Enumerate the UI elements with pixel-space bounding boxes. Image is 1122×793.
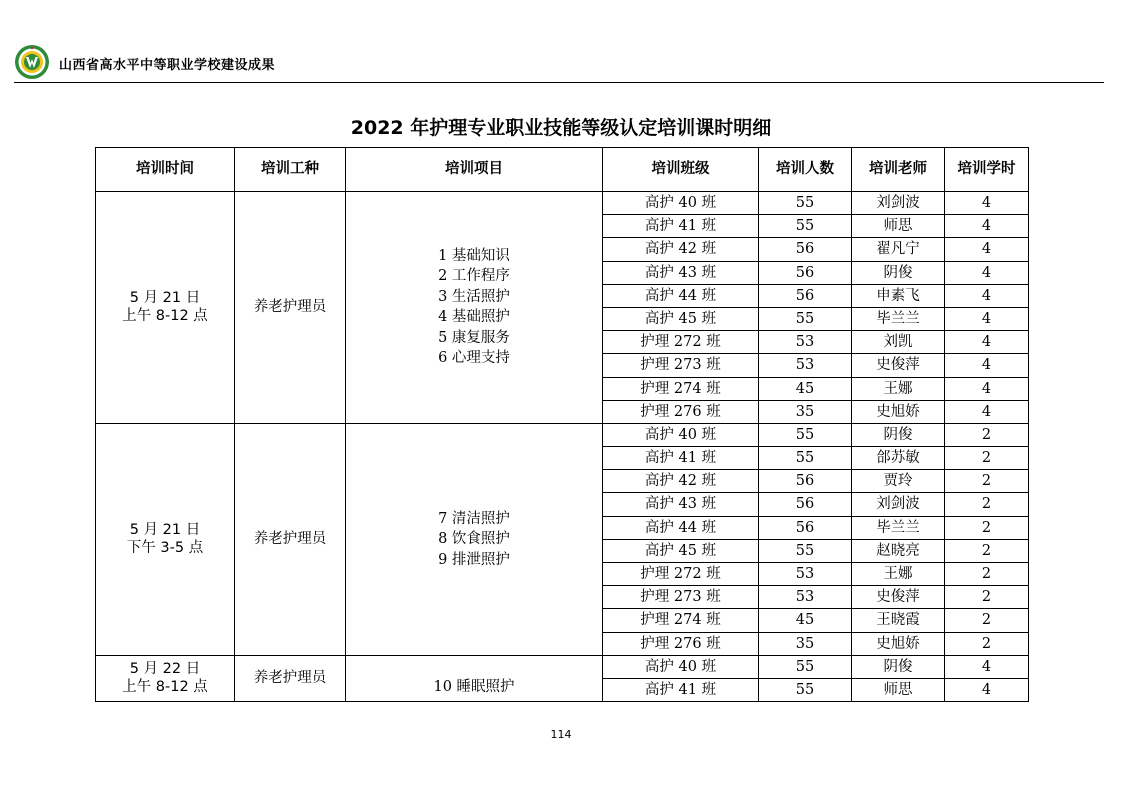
count-cell: 53 — [759, 586, 852, 609]
hours-cell: 2 — [945, 539, 1029, 562]
table-header-row — [96, 148, 1029, 192]
hours-cell: 2 — [945, 423, 1029, 446]
hours-cell: 2 — [945, 632, 1029, 655]
teacher-cell: 申素飞 — [852, 284, 945, 307]
training-job-cell: 养老护理员 — [235, 655, 346, 701]
column-header: 培训老师 — [852, 148, 945, 192]
training-item: 1 基础知识 — [438, 247, 510, 264]
training-item: 8 饮食照护 — [438, 531, 510, 548]
count-cell: 55 — [759, 539, 852, 562]
class-cell: 高护 41 班 — [603, 447, 759, 470]
training-item: 10 睡眠照护 — [433, 678, 515, 695]
class-cell: 护理 274 班 — [603, 377, 759, 400]
page-number: 114 — [550, 728, 572, 741]
hours-cell: 2 — [945, 516, 1029, 539]
class-cell: 高护 40 班 — [603, 192, 759, 215]
count-cell: 55 — [759, 447, 852, 470]
teacher-cell: 史俊萍 — [852, 586, 945, 609]
training-item: 6 心理支持 — [438, 350, 510, 367]
class-cell: 护理 274 班 — [603, 609, 759, 632]
count-cell: 56 — [759, 284, 852, 307]
header-divider — [14, 82, 1104, 83]
teacher-cell: 毕兰兰 — [852, 307, 945, 330]
count-cell: 56 — [759, 470, 852, 493]
training-items-cell — [346, 655, 603, 701]
hours-cell: 2 — [945, 586, 1029, 609]
hours-cell: 2 — [945, 563, 1029, 586]
class-cell: 高护 44 班 — [603, 516, 759, 539]
class-cell: 高护 41 班 — [603, 678, 759, 701]
teacher-cell: 刘剑波 — [852, 192, 945, 215]
training-items-cell — [346, 423, 603, 655]
column-header: 培训学时 — [945, 148, 1029, 192]
hours-cell: 4 — [945, 261, 1029, 284]
class-cell: 护理 276 班 — [603, 632, 759, 655]
class-cell: 高护 45 班 — [603, 307, 759, 330]
count-cell: 55 — [759, 655, 852, 678]
training-item: 3 生活照护 — [438, 288, 510, 305]
count-cell: 55 — [759, 423, 852, 446]
count-cell: 55 — [759, 192, 852, 215]
count-cell: 53 — [759, 354, 852, 377]
training-time-cell — [96, 192, 235, 424]
teacher-cell: 毕兰兰 — [852, 516, 945, 539]
training-hours-range: 上午 8-12 点 — [122, 679, 208, 696]
class-cell: 护理 276 班 — [603, 400, 759, 423]
count-cell: 53 — [759, 331, 852, 354]
training-date: 5 月 22 日 — [129, 661, 201, 678]
table-row — [96, 192, 1029, 215]
class-cell: 护理 273 班 — [603, 586, 759, 609]
column-header: 培训时间 — [96, 148, 235, 192]
teacher-cell: 史旭娇 — [852, 632, 945, 655]
class-cell: 高护 44 班 — [603, 284, 759, 307]
hours-cell: 2 — [945, 493, 1029, 516]
training-item: 9 排泄照护 — [438, 551, 510, 568]
hours-cell: 4 — [945, 354, 1029, 377]
count-cell: 55 — [759, 678, 852, 701]
column-header: 培训工种 — [235, 148, 346, 192]
class-cell: 高护 42 班 — [603, 238, 759, 261]
hours-cell: 4 — [945, 331, 1029, 354]
class-cell: 高护 45 班 — [603, 539, 759, 562]
count-cell: 56 — [759, 238, 852, 261]
count-cell: 56 — [759, 516, 852, 539]
class-cell: 高护 40 班 — [603, 423, 759, 446]
training-job-cell: 养老护理员 — [235, 192, 346, 424]
column-header: 培训项目 — [346, 148, 603, 192]
training-job-cell: 养老护理员 — [235, 423, 346, 655]
class-cell: 护理 273 班 — [603, 354, 759, 377]
teacher-cell: 阴俊 — [852, 655, 945, 678]
hours-cell: 4 — [945, 215, 1029, 238]
class-cell: 高护 43 班 — [603, 493, 759, 516]
hours-cell: 4 — [945, 655, 1029, 678]
teacher-cell: 师思 — [852, 678, 945, 701]
hours-cell: 4 — [945, 400, 1029, 423]
hours-cell: 2 — [945, 470, 1029, 493]
training-schedule-table — [95, 147, 1029, 702]
teacher-cell: 史旭娇 — [852, 400, 945, 423]
teacher-cell: 赵晓亮 — [852, 539, 945, 562]
hours-cell: 4 — [945, 238, 1029, 261]
count-cell: 45 — [759, 609, 852, 632]
training-item: 7 清洁照护 — [438, 510, 510, 527]
hours-cell: 4 — [945, 678, 1029, 701]
class-cell: 护理 272 班 — [603, 563, 759, 586]
class-cell: 高护 43 班 — [603, 261, 759, 284]
count-cell: 56 — [759, 261, 852, 284]
count-cell: 55 — [759, 215, 852, 238]
training-item: 4 基础照护 — [438, 309, 510, 326]
training-hours-range: 下午 3-5 点 — [126, 540, 204, 557]
training-time-cell — [96, 423, 235, 655]
class-cell: 高护 40 班 — [603, 655, 759, 678]
hours-cell: 2 — [945, 609, 1029, 632]
table-row — [96, 423, 1029, 446]
training-date: 5 月 21 日 — [129, 290, 201, 307]
training-date: 5 月 21 日 — [129, 522, 201, 539]
page-header — [14, 44, 1104, 84]
teacher-cell: 王娜 — [852, 377, 945, 400]
column-header: 培训人数 — [759, 148, 852, 192]
teacher-cell: 阴俊 — [852, 423, 945, 446]
class-cell: 护理 272 班 — [603, 331, 759, 354]
teacher-cell: 史俊萍 — [852, 354, 945, 377]
training-hours-range: 上午 8-12 点 — [122, 308, 208, 325]
teacher-cell: 王娜 — [852, 563, 945, 586]
count-cell: 45 — [759, 377, 852, 400]
hours-cell: 4 — [945, 284, 1029, 307]
count-cell: 56 — [759, 493, 852, 516]
teacher-cell: 翟凡宁 — [852, 238, 945, 261]
hours-cell: 4 — [945, 307, 1029, 330]
school-logo-icon — [14, 44, 50, 80]
teacher-cell: 王晓霞 — [852, 609, 945, 632]
training-time-cell — [96, 655, 235, 701]
teacher-cell: 郃苏敏 — [852, 447, 945, 470]
training-item: 5 康复服务 — [438, 329, 510, 346]
teacher-cell: 刘凯 — [852, 331, 945, 354]
teacher-cell: 阴俊 — [852, 261, 945, 284]
header-title: 山西省高水平中等职业学校建设成果 — [59, 58, 276, 73]
count-cell: 35 — [759, 632, 852, 655]
count-cell: 55 — [759, 307, 852, 330]
teacher-cell: 贾玲 — [852, 470, 945, 493]
column-header: 培训班级 — [603, 148, 759, 192]
training-item: 2 工作程序 — [438, 268, 510, 285]
count-cell: 35 — [759, 400, 852, 423]
class-cell: 高护 41 班 — [603, 215, 759, 238]
table-row — [96, 655, 1029, 678]
hours-cell: 4 — [945, 377, 1029, 400]
class-cell: 高护 42 班 — [603, 470, 759, 493]
teacher-cell: 师思 — [852, 215, 945, 238]
training-items-cell — [346, 192, 603, 424]
teacher-cell: 刘剑波 — [852, 493, 945, 516]
count-cell: 53 — [759, 563, 852, 586]
hours-cell: 4 — [945, 192, 1029, 215]
hours-cell: 2 — [945, 447, 1029, 470]
document-title: 2022 年护理专业职业技能等级认定培训课时明细 — [350, 117, 772, 139]
